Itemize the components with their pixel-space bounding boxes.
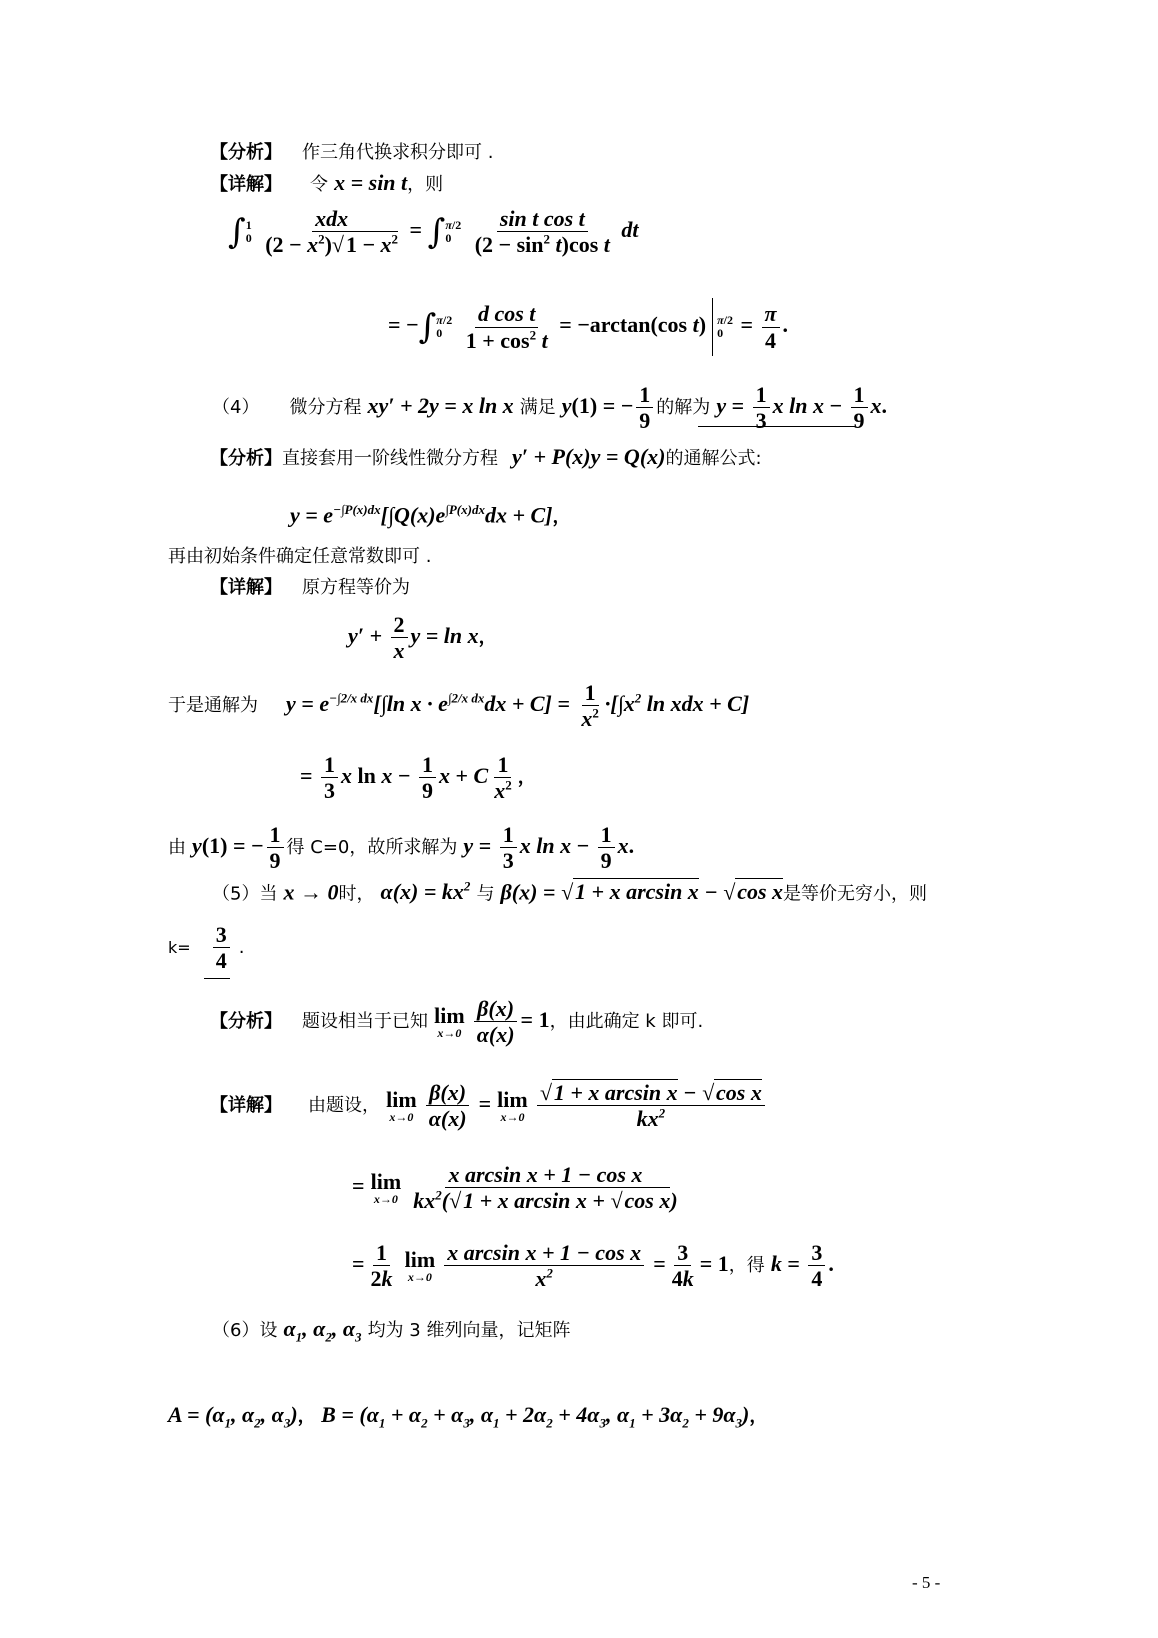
q6-stem: （6）设 $\alpha_1$, $\alpha_2$, $\alpha_3$ 均为 3 维列向量，记矩阵 [212, 1316, 571, 1345]
q4-general-solution-label: 于是通解为 [168, 694, 258, 716]
q6-matrices: $A = (\alpha_1$, $\alpha_2$, $\alpha_3$)， $B = (\alpha_1 + \alpha_2 + \alpha_3$, $\alpha_1 + 2\alpha_2 + 4\alpha_3$, $\alpha_1 + 3\alpha_2 + 9\alpha_3$)， [168, 1402, 768, 1431]
q4-stem-a: 微分方程 [289, 396, 362, 418]
q4-analysis-text: 直接套用一阶线性微分方程 [282, 448, 498, 469]
q5-analysis-line: 【分析】 题设相当于已知 lim x→0 $\frac{\beta(x)}{\alpha(x)}$ = 1，由此确定 k 即可. [210, 996, 704, 1048]
q3-detail-text-a: 令 [310, 174, 329, 195]
q5-number: （5）当 [212, 883, 278, 905]
q4-number: （4） [212, 396, 260, 418]
q5-stem: （5）当 x → 0时， $\alpha(x) = kx^2$ 与 β(x) = √1 + x arcsin x − √cos x是等价无穷小，则 [212, 879, 928, 905]
q4-answer-underline [698, 426, 856, 427]
q4-solution-expanded: = $\frac{1}{3}$ x ln x − $\frac{1}{9}$ x + C $\frac{1}{x^2}$ ， [300, 752, 536, 804]
q4-analysis-text-b: 的通解公式: [665, 448, 762, 469]
q4-final-line: 由 y(1) = − $\frac{1}{9}$ 得 C=0，故所求解为 y = $\frac{1}{3}$ x ln x − $\frac{1}{9}$ x. [168, 822, 635, 874]
q3-detail-line [210, 172, 443, 194]
q5-final-text: ，得 [728, 1254, 765, 1276]
q4-get-text: 得 C=0，故所求解为 [286, 836, 458, 858]
q5-detail-eq2: = lim x→0 $\frac{\text{x arcsin x + 1 − cos x}}{kx^2(√1 + x \arcsin x + √\cos x)}$ [352, 1162, 678, 1214]
q4-stem-c: 的解为 [656, 396, 711, 418]
analysis-label: 【分析】 [210, 142, 282, 163]
q5-answer-underline [204, 978, 230, 979]
analysis-label: 【分析】 [210, 448, 282, 469]
q5-detail-line: 【详解】 由题设， lim x→0 $\frac{\beta(x)}{\alpha(x)}$ = lim x→0 $\frac{\text{√1 + x arcsin x − √cos x}}{kx^2}$ [210, 1080, 768, 1132]
q4-after-formula: 再由初始条件确定任意常数即可 . [168, 546, 432, 567]
q5-analysis-b: ，由此确定 k 即可. [549, 1010, 704, 1032]
q4-analysis-line: 【分析】直接套用一阶线性微分方程 y′ + P(x)y = Q(x)的通解公式: [210, 444, 762, 469]
q3-integral-eq1: ∫ 1 0 xdx $(2 - x^2)√1 - x^2$ = ∫ π/2 0 $\frac{\text{sin t cos t}}{(2 - \sin^2 t)\cos t}$ dt [228, 206, 639, 258]
q5-detail-eq3: = $\frac{1}{2k}$ lim x→0 $\frac{\text{x arcsin x + 1 − cos x}}{x^2}$ = $\frac{3}{4k}$ = 1，得 k = $\frac{3}{4}$ . [352, 1240, 834, 1292]
q5-detail-a: 由题设， [308, 1094, 381, 1116]
analysis-label: 【分析】 [210, 1010, 282, 1032]
detail-label: 【详解】 [210, 577, 282, 598]
q4-detail-line [210, 578, 410, 597]
q3-detail-text-b: ，则 [407, 174, 444, 195]
q4-by-text: 由 [168, 836, 186, 858]
detail-label: 【详解】 [210, 174, 282, 195]
q5-k-label: k= [168, 937, 191, 957]
q4-stem-b: 满足 [519, 396, 556, 418]
q6-number: （6）设 [212, 1320, 278, 1341]
q4-equivalent-eq: y′ + $\frac{2}{x}$ y = ln x， [348, 612, 497, 664]
q4-general-formula: $y = e^{-\int P(x)dx}[\int Q(x)e^{\int P(x)dx}dx + C]$， [290, 502, 571, 528]
detail-label: 【详解】 [210, 1094, 282, 1116]
q4-stem: （4） 微分方程 xy′ + 2y = x ln x 满足 y(1) = − $\frac{1}{9}$ 的解为 y = $\frac{1}{3}$ x ln x − $\frac{1}{9}$ x. [212, 382, 888, 434]
q4-detail-text: 原方程等价为 [302, 577, 411, 598]
q5-stem-a: 时， [338, 883, 375, 905]
q5-stem-c: 是等价无穷小，则 [783, 883, 928, 905]
q3-integral-eq2: = −∫ π/2 0 $\frac{\text{d cos t}}{1 + \cos^2 t}$ = −arctan(cos t) π/2 0 = $\frac{\pi}{4}$ . [388, 298, 788, 356]
q5-stem-b: 与 [476, 883, 495, 905]
q4-general-solution-line: 于是通解为 $y = e^{-\int 2/x dx}[\int\ln$ $x \cdot e^{\int 2/x dx}dx + C$] = $\frac{1}{x^2}$ $\cdot[\int x^2$ ln xdx + C] [168, 680, 750, 732]
q6-stem-a: 均为 3 维列向量，记矩阵 [367, 1320, 571, 1341]
q5-answer-line: k= $\frac{3}{4}$ . [168, 922, 245, 974]
q5-analysis-a: 题设相当于已知 [302, 1010, 429, 1032]
q3-analysis-line [210, 143, 494, 162]
page-number: - 5 - [912, 1573, 941, 1592]
q3-substitution: x = sin t [334, 170, 408, 195]
q3-analysis-text: 作三角代换求积分即可 . [302, 142, 494, 163]
